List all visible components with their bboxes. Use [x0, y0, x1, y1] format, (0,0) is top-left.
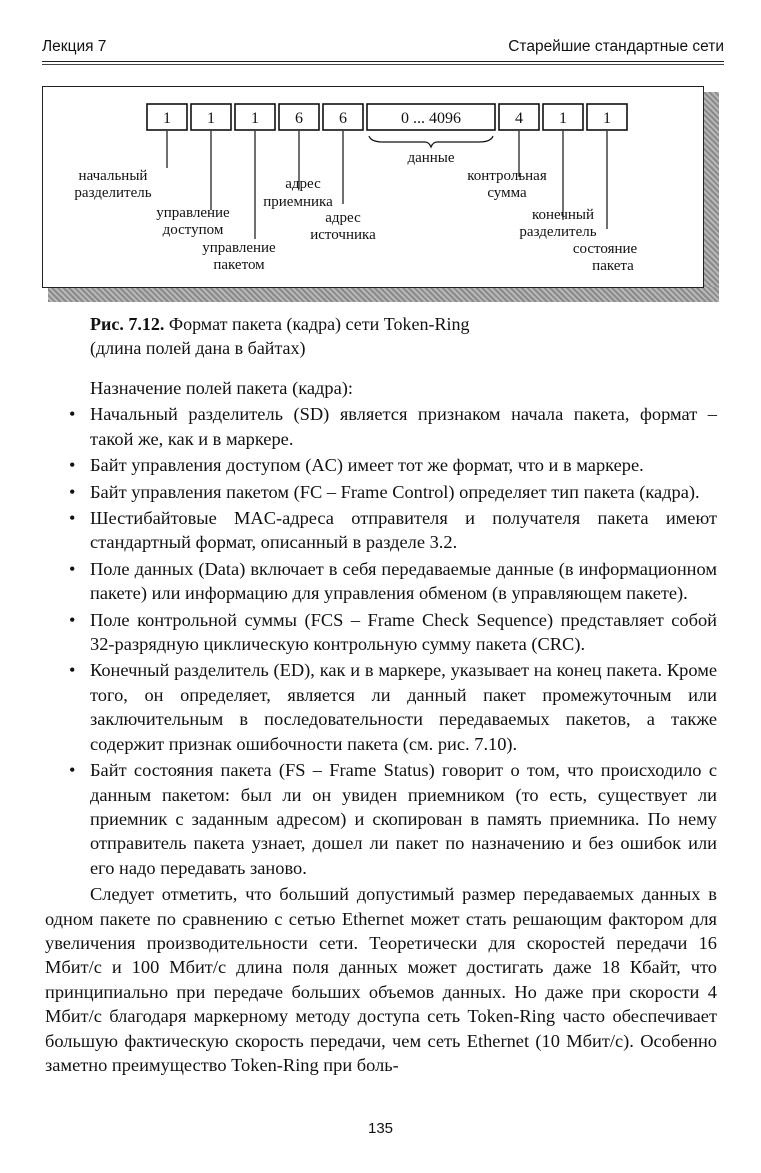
label-frame-control-2: пакетом	[213, 257, 265, 273]
list-item	[45, 453, 717, 477]
bullet-marker: •	[69, 760, 76, 781]
label-checksum-2: сумма	[487, 185, 527, 201]
frame-format-diagram	[43, 87, 703, 287]
label-frame-status-1: состояние	[572, 241, 638, 257]
cell-value-da: 6	[295, 110, 303, 127]
label-src-address-2: источника	[310, 227, 376, 243]
field-list-intro: Назначение полей пакета (кадра):	[90, 378, 353, 398]
list-item-text: Конечный разделитель (ED), как и в маркере, указывает на конец пакета. Кроме того, он определяет, является ли данный пакет промежуточным или заключительным в последовательности передаваемых пакетов, а также содержит признак ошибочности пакета (см. рис. 7.10).	[90, 660, 717, 754]
figure-shadow-right	[703, 92, 719, 302]
figure-shadow-bottom	[48, 287, 719, 302]
list-item	[45, 658, 717, 756]
caption-figure-number: Рис. 7.12.	[90, 314, 165, 334]
label-end-delimiter-1: конечный	[531, 207, 595, 223]
cell-value-sa: 6	[339, 110, 347, 127]
list-item	[45, 506, 717, 555]
bullet-marker: •	[69, 609, 76, 630]
list-item-text: Начальный разделитель (SD) является признаком начала пакета, формат – такой же, как и в маркере.	[90, 404, 717, 449]
header-rule	[42, 61, 724, 62]
label-dest-address-2: приемника	[263, 194, 333, 210]
label-dest-address-1: адрес	[285, 176, 321, 192]
cell-value-fc: 1	[251, 110, 259, 127]
cell-value-data: 0 ... 4096	[401, 110, 461, 127]
label-access-control-2: доступом	[162, 222, 224, 238]
field-description-list	[45, 402, 717, 880]
label-data: данные	[407, 150, 455, 166]
cell-value-ed: 1	[559, 110, 567, 127]
bullet-marker: •	[69, 558, 76, 579]
header-rule-secondary	[42, 64, 724, 65]
running-head-lecture: Лекция 7	[42, 38, 107, 55]
cell-value-fcs: 4	[515, 110, 523, 127]
label-frame-control-1: управление	[202, 240, 276, 256]
list-item	[45, 758, 717, 880]
body-paragraph: Следует отметить, что больший допустимый размер передаваемых данных в одном пакете по сравнению с сетью Ethernet может стать решающим фактором для увеличения производительности сети. Теоретически для скоростей передачи 16 Мбит/с и 100 Мбит/с длина поля данных может достигать даже 18 Кбайт, что принципиально при передаче больших объемов данных. Но даже при скорости 4 Мбит/с благодаря маркерному методу доступа сеть Token-Ring часто обеспечивает большую фактическую скорость передачи, чем сеть Ethernet (10 Мбит/с). Особенно заметно преимущество Token-Ring при боль-	[45, 884, 717, 1075]
list-item	[45, 557, 717, 606]
list-item	[45, 608, 717, 657]
cell-value-fs: 1	[603, 110, 611, 127]
frame-format-figure	[42, 86, 704, 288]
bullet-marker: •	[69, 481, 76, 502]
page-number: 135	[367, 1120, 394, 1137]
label-src-address-1: адрес	[325, 210, 361, 226]
caption-title: Формат пакета (кадра) сети Token-Ring	[168, 314, 470, 334]
label-end-delimiter-2: разделитель	[519, 224, 597, 240]
list-item-text: Шестибайтовые MAC-адреса отправителя и получателя пакета имеют стандартный формат, описанный в разделе 3.2.	[90, 508, 717, 553]
label-start-delimiter-2: разделитель	[74, 185, 152, 201]
data-brace	[369, 136, 493, 147]
bullet-marker: •	[69, 455, 76, 476]
page-body	[45, 376, 717, 1077]
caption-line-1	[90, 312, 710, 336]
figure-caption	[90, 312, 710, 360]
list-item-text: Байт управления пакетом (FC – Frame Control) определяет тип пакета (кадра).	[90, 481, 700, 502]
bullet-marker: •	[69, 404, 76, 425]
list-item-text: Поле данных (Data) включает в себя передаваемые данные (в информационном пакете) или информацию для управления обменом (в управляющем пакете).	[90, 558, 717, 604]
caption-line-2: (длина полей дана в байтах)	[90, 338, 306, 358]
cell-value-ac: 1	[207, 110, 215, 127]
list-item	[45, 402, 717, 451]
list-item-text: Байт управления доступом (AC) имеет тот же формат, что и в маркере.	[90, 455, 644, 476]
running-head-chapter: Старейшие стандартные сети	[508, 38, 724, 55]
label-access-control-1: управление	[156, 205, 230, 221]
cell-value-sd: 1	[163, 110, 171, 127]
label-start-delimiter-1: начальный	[78, 168, 148, 184]
running-head	[42, 38, 724, 60]
label-frame-status-2: пакета	[592, 258, 634, 274]
label-checksum-1: контрольная	[467, 168, 547, 184]
bullet-marker: •	[69, 660, 76, 681]
list-item-text: Байт состояния пакета (FS – Frame Status) говорит о том, что происходило с данным пакетом: был ли он увиден приемником (то есть, существует ли приемник с заданным адресом) и скопирован в память приемника. По нему отправитель пакета узнает, дошел ли пакет по назначению и без ошибок или его надо передавать заново.	[90, 760, 717, 878]
bullet-marker: •	[69, 508, 76, 529]
list-item-text: Поле контрольной суммы (FCS – Frame Check Sequence) представляет собой 32-разрядную циклическую контрольную сумму пакета (CRC).	[90, 609, 717, 655]
list-item	[45, 480, 717, 504]
